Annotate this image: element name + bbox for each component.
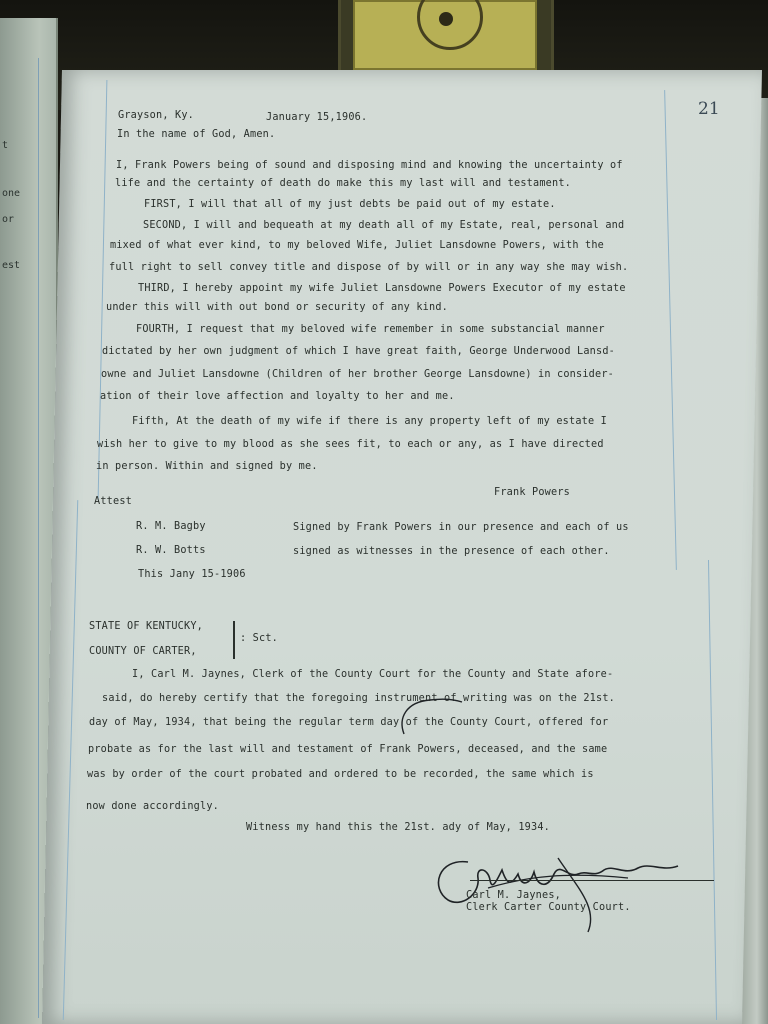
left-page-fragment: or bbox=[2, 214, 15, 225]
will-line: FIRST, I will that all of my just debts be paid out of my estate. bbox=[144, 199, 556, 210]
gauge-face bbox=[353, 0, 537, 70]
will-line: ation of their love affection and loyalty to her and me. bbox=[100, 391, 455, 402]
will-line: wish her to give to my blood as she sees fit, to each or any, as I have directed bbox=[97, 439, 604, 450]
attest-date: This Jany 15-1906 bbox=[138, 569, 246, 580]
gauge-dot bbox=[439, 12, 453, 26]
clerk-signature-block bbox=[466, 890, 631, 914]
will-signer: Frank Powers bbox=[494, 487, 571, 498]
will-line: SECOND, I will and bequeath at my death all of my Estate, real, personal and bbox=[143, 220, 625, 231]
background-gauge bbox=[338, 0, 554, 81]
will-date: January 15,1906. bbox=[266, 112, 368, 123]
will-line: THIRD, I hereby appoint my wife Juliet Lansdowne Powers Executor of my estate bbox=[138, 283, 626, 294]
certificate-sct: : Sct. bbox=[240, 633, 279, 644]
will-line: In the name of God, Amen. bbox=[117, 129, 276, 140]
left-page-fragment: est bbox=[2, 260, 21, 271]
witness-name: R. M. Bagby bbox=[136, 521, 206, 532]
witness-name: R. W. Botts bbox=[136, 545, 206, 556]
will-line: dictated by her own judgment of which I have great faith, George Underwood Lansd- bbox=[102, 346, 616, 357]
left-page-fragment: one bbox=[2, 188, 21, 199]
attest-statement: signed as witnesses in the presence of each other. bbox=[293, 546, 610, 557]
clerk-title: Clerk Carter County Court. bbox=[466, 902, 631, 913]
pen-mark-icon bbox=[390, 694, 470, 744]
will-line: owne and Juliet Lansdowne (Children of her brother George Lansdowne) in consider- bbox=[101, 369, 615, 380]
will-line: full right to sell convey title and dispose of by will or in any way she may wish. bbox=[109, 262, 629, 273]
will-line: life and the certainty of death do make this my last will and testament. bbox=[115, 178, 572, 189]
signature-rule bbox=[470, 880, 714, 881]
gauge-arc bbox=[417, 0, 483, 50]
certificate-line: was by order of the court probated and ordered to be recorded, the same which is bbox=[87, 769, 594, 780]
certificate-line: now done accordingly. bbox=[86, 801, 220, 812]
left-page-margin-line bbox=[38, 58, 39, 1018]
certificate-line: I, Carl M. Jaynes, Clerk of the County Court for the County and State afore- bbox=[132, 669, 614, 680]
page-number: 21 bbox=[698, 99, 720, 119]
certificate-brace bbox=[233, 621, 237, 659]
will-line: in person. Within and signed by me. bbox=[96, 461, 318, 472]
will-line: under this will with out bond or security of any kind. bbox=[106, 302, 449, 313]
certificate-line: probate as for the last will and testament of Frank Powers, deceased, and the same bbox=[88, 744, 608, 755]
clerk-name: Carl M. Jaynes, bbox=[466, 890, 562, 901]
will-line: I, Frank Powers being of sound and disposing mind and knowing the uncertainty of bbox=[116, 160, 623, 171]
attest-label: Attest bbox=[94, 496, 133, 507]
certificate-line: said, do hereby certify that the foregoing instrument of writing was on the 21st. bbox=[102, 693, 616, 704]
certificate-line: day of May, 1934, that being the regular term day of the County Court, offered for bbox=[89, 717, 609, 728]
will-line: FOURTH, I request that my beloved wife remember in some substancial manner bbox=[136, 324, 605, 335]
will-place: Grayson, Ky. bbox=[118, 110, 195, 121]
will-line: mixed of what ever kind, to my beloved Wife, Juliet Lansdowne Powers, with the bbox=[110, 240, 605, 251]
attest-statement: Signed by Frank Powers in our presence and each of us bbox=[293, 522, 629, 533]
certificate-county: COUNTY OF CARTER, bbox=[89, 646, 197, 657]
certificate-witness-line: Witness my hand this the 21st. ady of May, 1934. bbox=[246, 822, 551, 833]
certificate-state: STATE OF KENTUCKY, bbox=[89, 621, 204, 632]
will-line: Fifth, At the death of my wife if there is any property left of my estate I bbox=[132, 416, 608, 427]
left-page-fragment: t bbox=[2, 140, 9, 151]
